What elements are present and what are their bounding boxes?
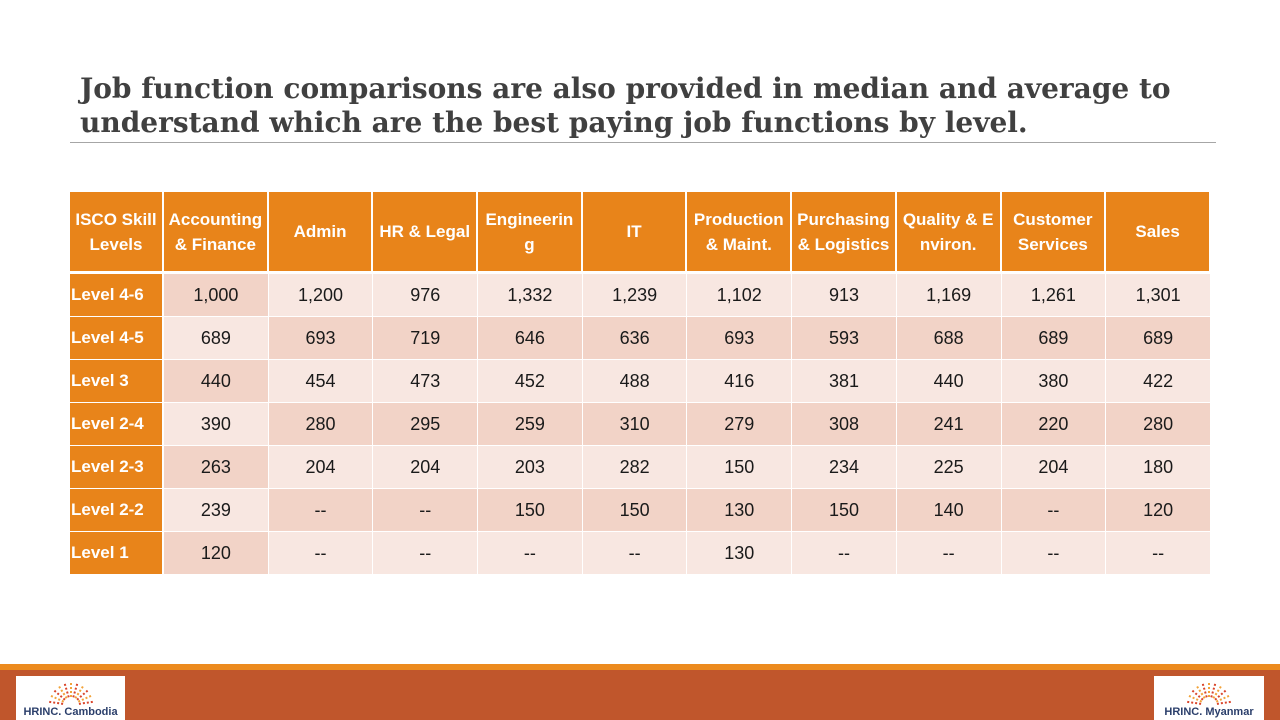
table-cell: --	[1002, 532, 1107, 575]
table-cell: 204	[1002, 446, 1107, 489]
column-header: Quality & Environ.	[897, 192, 1002, 274]
table-cell: 234	[792, 446, 897, 489]
table-cell: 280	[269, 403, 374, 446]
table-cell: 130	[687, 489, 792, 532]
table-cell: 130	[687, 532, 792, 575]
column-header: IT	[583, 192, 688, 274]
table-cell: --	[1106, 532, 1211, 575]
table-cell: 1,169	[897, 274, 1002, 317]
table-cell: 220	[1002, 403, 1107, 446]
table-cell: 416	[687, 360, 792, 403]
table-cell: 259	[478, 403, 583, 446]
table-cell: 1,239	[583, 274, 688, 317]
table-cell: 1,200	[269, 274, 374, 317]
column-header: Accounting & Finance	[164, 192, 269, 274]
column-header: HR & Legal	[373, 192, 478, 274]
table-cell: 180	[1106, 446, 1211, 489]
table-cell: 689	[164, 317, 269, 360]
table-cell: 913	[792, 274, 897, 317]
table-cell: 593	[792, 317, 897, 360]
table-cell: 140	[897, 489, 1002, 532]
table-cell: --	[478, 532, 583, 575]
table-cell: 473	[373, 360, 478, 403]
table-cell: 688	[897, 317, 1002, 360]
row-label: Level 4-5	[70, 317, 164, 360]
logo-myanmar	[1154, 676, 1264, 720]
table-cell: 452	[478, 360, 583, 403]
column-header: Purchasing & Logistics	[792, 192, 897, 274]
table-cell: 440	[164, 360, 269, 403]
table-cell: 263	[164, 446, 269, 489]
table-cell: --	[897, 532, 1002, 575]
table-cell: 380	[1002, 360, 1107, 403]
row-label: Level 4-6	[70, 274, 164, 317]
logo-cambodia	[16, 676, 125, 720]
table-cell: 120	[1106, 489, 1211, 532]
table-cell: 203	[478, 446, 583, 489]
column-header: Engineering	[478, 192, 583, 274]
table-row	[70, 446, 1211, 489]
table-cell: 150	[687, 446, 792, 489]
table-cell: 976	[373, 274, 478, 317]
column-header: Production & Maint.	[687, 192, 792, 274]
row-label: Level 2-4	[70, 403, 164, 446]
table-cell: --	[269, 489, 374, 532]
table-cell: 150	[792, 489, 897, 532]
table-cell: 1,102	[687, 274, 792, 317]
table-cell: --	[269, 532, 374, 575]
table-cell: 390	[164, 403, 269, 446]
table-cell: 241	[897, 403, 1002, 446]
column-header: Sales	[1106, 192, 1211, 274]
table-cell: 719	[373, 317, 478, 360]
logo-myanmar-text: HRINC. Myanmar	[1164, 706, 1254, 718]
table-header-row	[70, 192, 1211, 274]
row-label: Level 2-2	[70, 489, 164, 532]
salary-table	[70, 192, 1211, 575]
table-cell: 1,332	[478, 274, 583, 317]
table-cell: 150	[478, 489, 583, 532]
row-label: Level 3	[70, 360, 164, 403]
table-cell: 120	[164, 532, 269, 575]
table-cell: 381	[792, 360, 897, 403]
footer-bar	[0, 670, 1280, 720]
title-divider	[70, 142, 1216, 143]
table-cell: 488	[583, 360, 688, 403]
table-cell: --	[792, 532, 897, 575]
table-cell: 440	[897, 360, 1002, 403]
logo-cambodia-text: HRINC. Cambodia	[23, 706, 118, 718]
table-cell: 689	[1002, 317, 1107, 360]
table-cell: 295	[373, 403, 478, 446]
table-cell: --	[1002, 489, 1107, 532]
table-cell: 150	[583, 489, 688, 532]
table-cell: 1,261	[1002, 274, 1107, 317]
table-cell: 689	[1106, 317, 1211, 360]
row-label: Level 1	[70, 532, 164, 575]
column-header: Admin	[269, 192, 374, 274]
table-cell: 454	[269, 360, 374, 403]
row-label: Level 2-3	[70, 446, 164, 489]
table-cell: 693	[687, 317, 792, 360]
table-cell: 280	[1106, 403, 1211, 446]
table-cell: 693	[269, 317, 374, 360]
table-row	[70, 360, 1211, 403]
column-header: ISCO Skill Levels	[70, 192, 164, 274]
table-row	[70, 274, 1211, 317]
table-row	[70, 489, 1211, 532]
table-body	[70, 274, 1211, 575]
table-cell: 1,000	[164, 274, 269, 317]
table-cell: 422	[1106, 360, 1211, 403]
table-cell: 239	[164, 489, 269, 532]
table-cell: --	[583, 532, 688, 575]
table-row	[70, 532, 1211, 575]
table-cell: 282	[583, 446, 688, 489]
column-header: Customer Services	[1002, 192, 1107, 274]
table-cell: --	[373, 532, 478, 575]
table-row	[70, 403, 1211, 446]
table-cell: 279	[687, 403, 792, 446]
table-cell: 636	[583, 317, 688, 360]
table-cell: --	[373, 489, 478, 532]
sunburst-icon	[49, 680, 93, 706]
table-cell: 308	[792, 403, 897, 446]
table-row	[70, 317, 1211, 360]
slide-title: Job function comparisons are also provided in median and average to understand which are the best paying job functions by level.	[80, 72, 1171, 139]
table-cell: 204	[269, 446, 374, 489]
table-cell: 1,301	[1106, 274, 1211, 317]
table-cell: 646	[478, 317, 583, 360]
table-cell: 204	[373, 446, 478, 489]
table-cell: 225	[897, 446, 1002, 489]
table-cell: 310	[583, 403, 688, 446]
sunburst-icon	[1187, 680, 1231, 706]
